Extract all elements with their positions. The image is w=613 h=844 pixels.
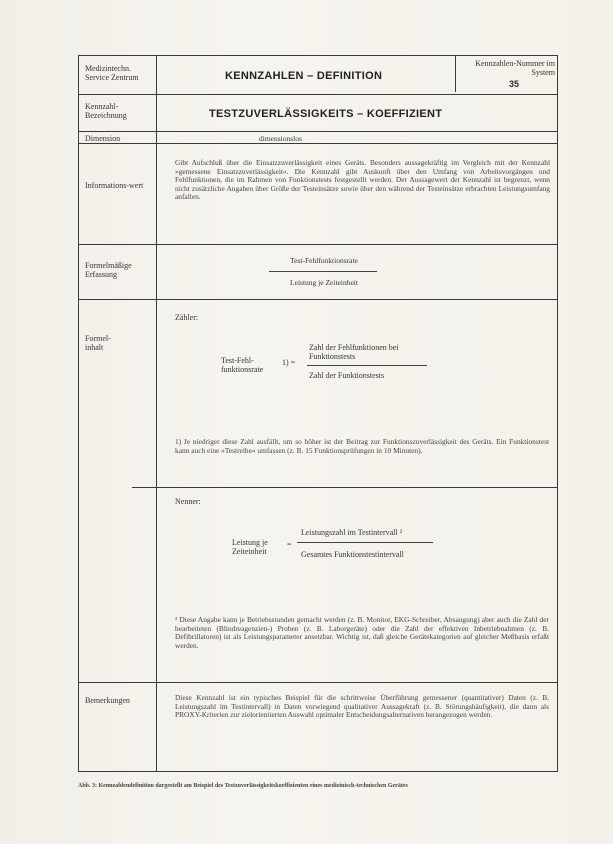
formula-label: Formelmäßige Erfassung	[85, 261, 132, 279]
fraction-bar	[297, 542, 433, 543]
issuer-label: Medizintechn. Service Zentrum	[85, 64, 139, 82]
nenner-label: Nenner:	[175, 497, 201, 506]
remarks-label: Bemerkungen	[85, 696, 130, 705]
page-title: KENNZAHLEN – DEFINITION	[225, 70, 383, 82]
remarks-text: Diese Kennzahl ist ein typisches Beispiel für die schrittweise Überführung gemessener (quantitativer) Daten (z. B. Leistungszahl im Testintervall) in Daten vorwiegend qualitativer Aussagekraft (z. B. Störungshäufigkeit), die dann als PROXY-Kriterien zur zielorientierten Auswahl optimaler Entscheidungsalternativen herangezogen werden.	[175, 693, 549, 720]
nenner-mark: =	[287, 540, 292, 549]
row-divider	[79, 244, 557, 245]
row-divider	[79, 299, 557, 300]
dimension-label: Dimension	[85, 134, 121, 143]
kennzahl-name: TESTZUVERLÄSSIGKEITS – KOEFFIZIENT	[209, 108, 443, 120]
fraction-bar	[269, 271, 377, 272]
zaehler-numerator: Zahl der Fehlfunktionen bei Funktionstests	[309, 343, 399, 361]
zaehler-label: Zähler:	[175, 313, 199, 322]
nenner-name: Leistung je Zeiteinheit	[232, 538, 268, 556]
zaehler-name: Test-Fehl-funktionsrate	[221, 356, 264, 374]
row-divider	[79, 131, 557, 132]
designation-label: Kennzahl-Bezeichnung	[85, 102, 127, 120]
figure-caption: Abb. 3: Kennzahlendefinition dargestellt am Beispiel des Testzuverlässigkeitskoeffizienten eines medizinisch-technischen Gerätes	[78, 783, 408, 789]
row-divider	[132, 487, 557, 488]
row-divider	[79, 143, 557, 144]
label-column-divider	[156, 56, 157, 771]
row-divider	[79, 682, 557, 683]
row-divider	[79, 94, 557, 95]
zaehler-mark: 1) =	[282, 358, 296, 367]
information-label: Informations-wert	[85, 181, 144, 190]
nenner-numerator: Leistungszahl im Testintervall ²	[301, 528, 403, 537]
nenner-footnote: ² Diese Angabe kann je Betriebsstunden gemacht werden (z. B. Monitor, EKG-Schreiber, Absaugung) aber auch die Zahl der bearbeiteten (Blindreagenzien-) Proben (z. B. Laborgeräte) oder die Zahl der effektiven Inbetriebnahmen (z. B. Defibrillatoren) ist als Leistungsparameter ansetzbar. Wichtig ist, daß gleiche Gerätekategorien auf gleicher Meßbasis erfaßt werden.	[175, 615, 549, 650]
dimension-value: dimensionslos	[259, 134, 302, 143]
zaehler-footnote: 1) Je niedriger diese Zahl ausfällt, um so höher ist der Beitrag zur Funktionszuverlässigkeit des Geräts. Ein Funktionstest kann auch eine »Testreihe« umfassen (z. B. 15 Funktionsprüfungen in 10 Minuten).	[175, 437, 549, 455]
definition-form	[78, 55, 558, 772]
fraction-bar	[307, 365, 427, 366]
content-label: Formel-inhalt	[85, 334, 111, 352]
nenner-denominator: Gesamtes Funktionstestintervall	[301, 550, 404, 559]
number-column-divider	[455, 56, 456, 92]
formula-numerator: Test-Fehlfunktionsrate	[290, 256, 358, 265]
information-text: Gibt Aufschluß über die Einsatzzuverlässigkeit eines Geräts. Besonders aussagekräftig im Vergleich mit der Kennzahl »gemessene Einsatzzuverlässigkeit«. Die Kennzahl gibt Auskunft über den Umfang von Arbeitsvorgängen und Fehlfunktionen, die im Rahmen von Funktionstests festgestellt werden. Der Aussagewert der Kennzahl ist begrenzt, wenn nicht zusätzliche Angaben über Größe der Testeinsätze sowie über den während der Testeinsätze erbrachten Leistungsumfang anfallen.	[175, 158, 550, 202]
formula-denominator: Leistung je Zeiteinheit	[290, 278, 358, 287]
kennzahl-number: 35	[509, 79, 520, 89]
number-label: Kennzahlen-Nummer im System	[475, 59, 555, 77]
zaehler-denominator: Zahl der Funktionstests	[309, 371, 385, 380]
